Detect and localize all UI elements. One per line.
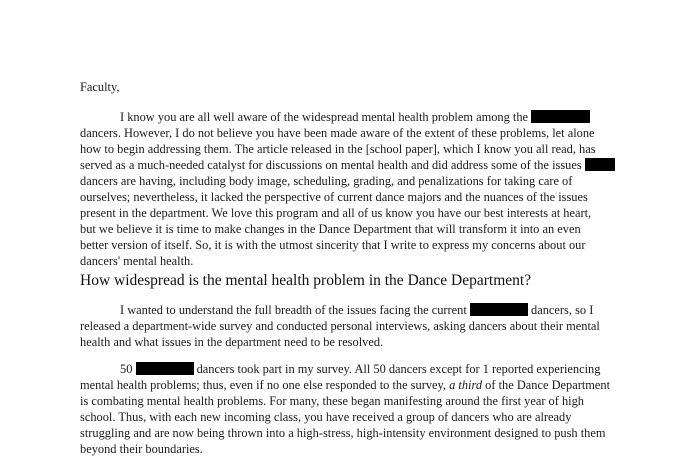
p1-line-7: present in the department. We love this program and all of us know you have our best interests at heart, [80, 206, 592, 220]
p1-line-5: dancers are having, including body image, scheduling, grading, and penalizations for taking care of [80, 174, 573, 188]
section-heading: How widespread is the mental health problem in the Dance Department? [80, 272, 532, 289]
p3-line-4: school. Thus, with each new incoming class, you have received a group of dancers who are already [80, 410, 572, 424]
p1-line-2: dancers. However, I do not believe you have been made aware of the extent of these problems, let alone [80, 126, 595, 140]
p1-line-3: how to begin addressing them. The article released in the [school paper], which I know you all read, has [80, 142, 596, 156]
p3-line-1: 50 dancers took part in my survey. All 50 dancers except for 1 reported experiencing [120, 362, 601, 376]
p3-line-6: beyond their boundaries. [80, 442, 203, 456]
redaction-box [136, 362, 194, 375]
redaction-box [531, 110, 590, 123]
p1-line-9: better version of itself. So, it is with the utmost sincerity that I write to express my concerns about our [80, 238, 586, 252]
p3-line-2: mental health problems; thus, even if no one else responded to the survey, a third of the Dance Department [80, 378, 611, 392]
salutation: Faculty, [80, 80, 120, 94]
p1-line-4: served as a much-needed catalyst for discussions on mental health and did address some of the issues [80, 157, 615, 173]
p1-line-10: dancers' mental health. [80, 254, 194, 268]
p2-line-3: health and what issues in the department need to be resolved. [80, 335, 384, 349]
redaction-box [585, 158, 615, 171]
p1-line-1: I know you are all well aware of the widespread mental health problem among the [120, 109, 590, 125]
p2-line-1: I wanted to understand the full breadth of the issues facing the current dancers, so I [120, 303, 594, 317]
p1-line-6: ourselves; nevertheless, it lacked the perspective of current dance majors and the nuances of the issues [80, 190, 588, 204]
p3-line-5: struggling and are now being thrown into a high-stress, high-intensity environment designed to push them [80, 426, 606, 440]
p3-line-3: is combating mental health problems. For many, these began manifesting around the first year of high [80, 394, 584, 408]
p1-line-8: but we believe it is time to make changes in the Dance Department that will transform it into an even [80, 222, 581, 236]
redaction-box [470, 303, 528, 316]
p2-line-2: released a department-wide survey and conducted personal interviews, asking dancers about their mental [80, 319, 600, 333]
